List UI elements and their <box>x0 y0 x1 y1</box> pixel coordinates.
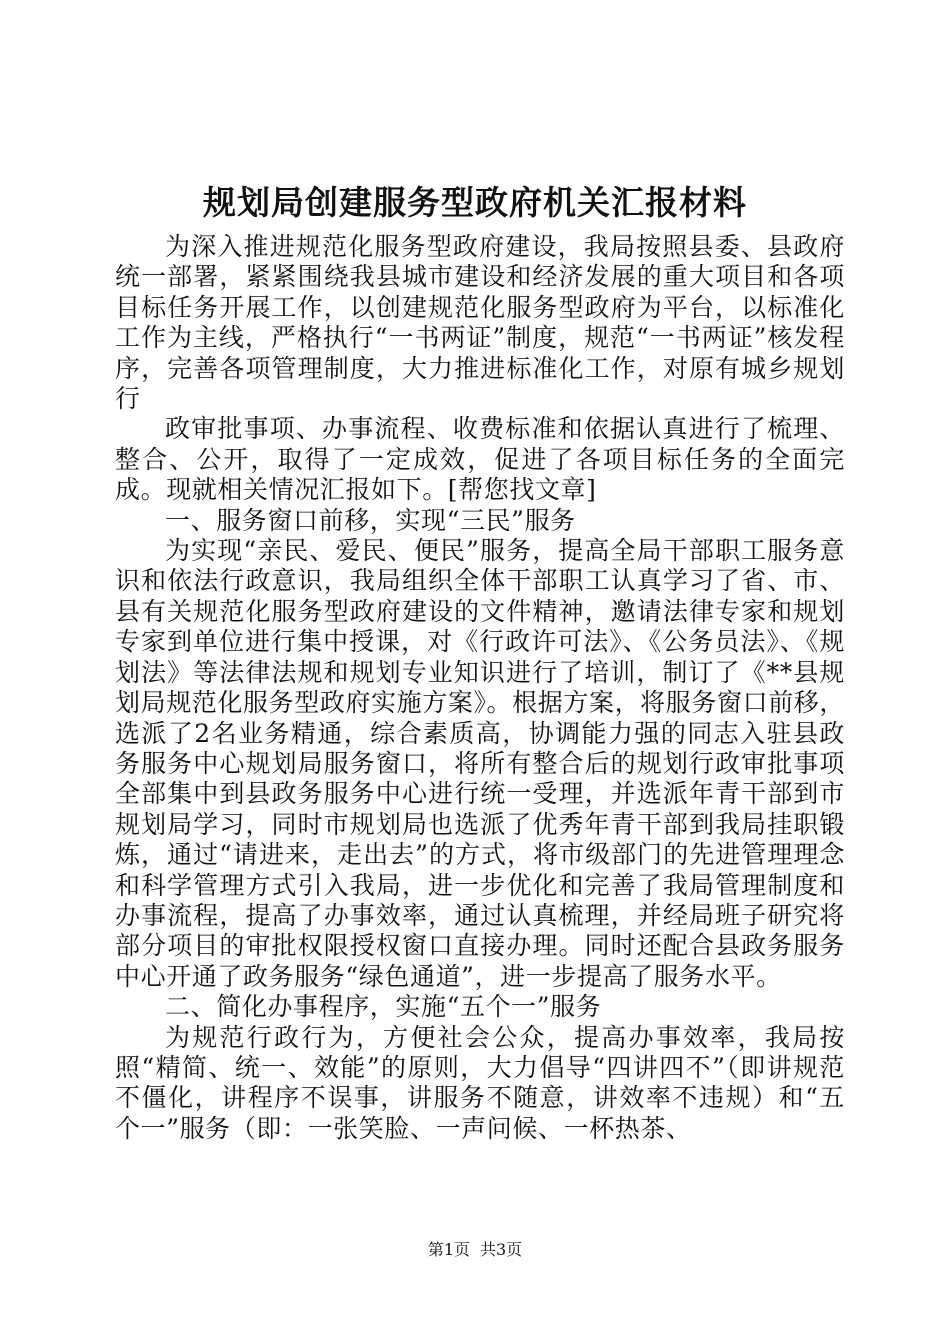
section-heading-1: 一、服务窗口前移，实现“三民”服务 <box>165 505 576 535</box>
page-number: 第1页 <box>427 1240 470 1259</box>
paragraph-intro: 为深入推进规范化服务型政府建设，我局按照县委、县政府统一部署，紧紧围绕我县城市建设和经济发展的重大项目和各项目标任务开展工作，以创建规范化服务型政府为平台，以标准化工作为主线，严格执行“一书两证”制度，规范“一书两证”核发程序，完善各项管理制度，大力推进标准化工作，对原有城乡规划行 <box>115 232 845 414</box>
paragraph-intro-continued: 政审批事项、办事流程、收费标准和依据认真进行了梳理、整合、公开，取得了一定成效，促进了各项目标任务的全面完成。现就相关情况汇报如下。[帮您找文章] <box>115 414 845 505</box>
document-body <box>115 232 845 1144</box>
paragraph-section-2: 为规范行政行为，方便社会公众，提高办事效率，我局按照“精简、统一、效能”的原则，大力倡导“四讲四不”（即讲规范不僵化，讲程序不误事，讲服务不随意，讲效率不违规）和“五个一”服务（即：一张笑脸、一声问候、一杯热茶、 <box>115 1022 845 1143</box>
paragraph-section-1: 为实现“亲民、爱民、便民”服务，提高全局干部职工服务意识和依法行政意识，我局组织全体干部职工认真学习了省、市、县有关规范化服务型政府建设的文件精神，邀请法律专家和规划专家到单位进行集中授课，对《行政许可法》、《公务员法》、《规划法》等法律法规和规划专业知识进行了培训，制订了《**县规划局规范化服务型政府实施方案》。根据方案，将服务窗口前移，选派了2名业务精通，综合素质高，协调能力强的同志入驻县政务服务中心规划局服务窗口，将所有整合后的规划行政审批事项全部集中到县政务服务中心进行统一受理，并选派年青干部到市规划局学习，同时市规划局也选派了优秀年青干部到我局挂职锻炼，通过“请进来，走出去”的方式，将市级部门的先进管理理念和科学管理方式引入我局，进一步优化和完善了我局管理制度和办事流程，提高了办事效率，通过认真梳理，并经局班子研究将部分项目的审批权限授权窗口直接办理。同时还配合县政务服务中心开通了政务服务“绿色通道”，进一步提高了服务水平。 <box>115 536 845 991</box>
page-footer <box>0 1240 950 1260</box>
document-title: 规划局创建服务型政府机关汇报材料 <box>203 183 747 222</box>
page-total: 共3页 <box>480 1240 523 1259</box>
section-heading-2: 二、简化办事程序，实施“五个一”服务 <box>165 992 602 1022</box>
